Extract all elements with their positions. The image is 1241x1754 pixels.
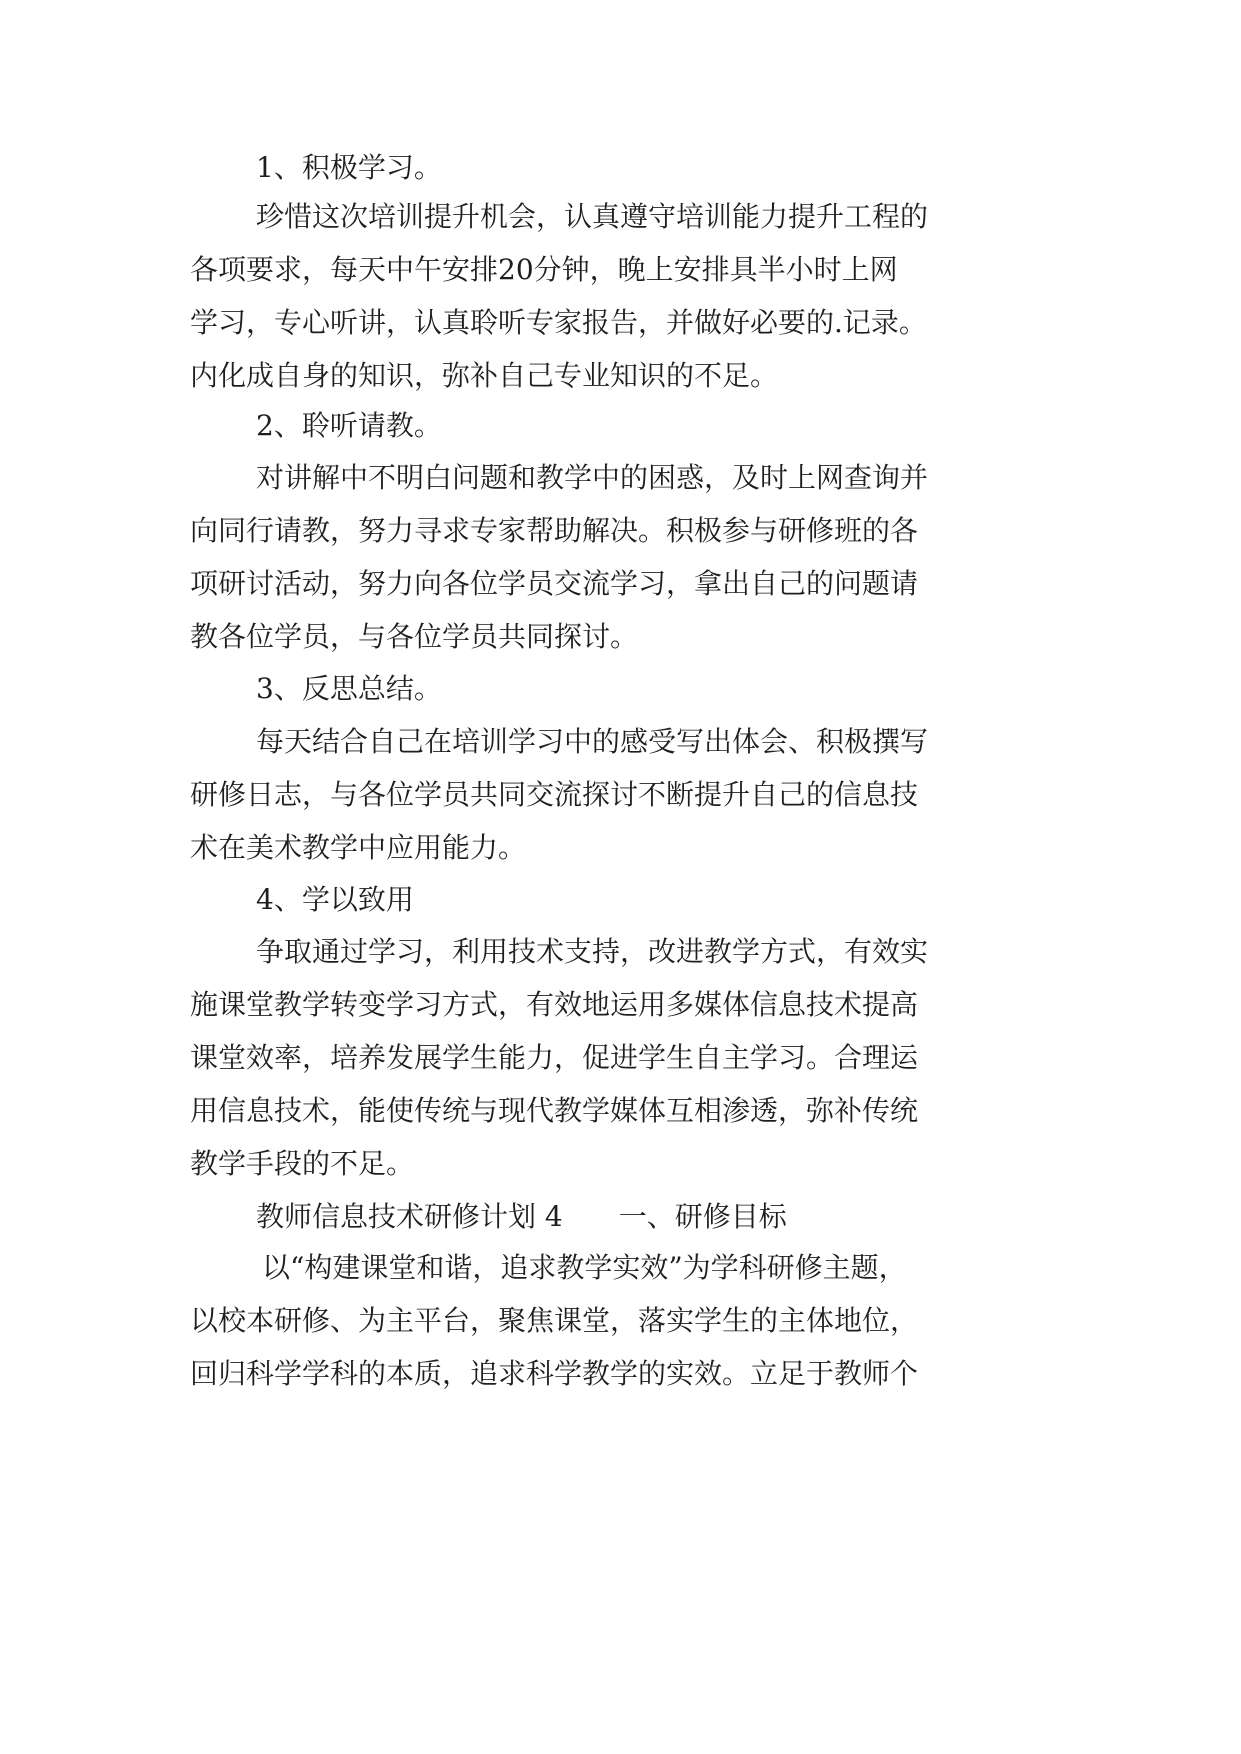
paragraph-line: 内化成自身的知识，弥补自己专业知识的不足。 [190, 359, 779, 392]
paragraph-line: 项研讨活动，努力向各位学员交流学习，拿出自己的问题请 [190, 567, 919, 600]
paragraph-line: 珍惜这次培训提升机会，认真遵守培训能力提升工程的 [256, 200, 929, 233]
paragraph-line: 课堂效率，培养发展学生能力，促进学生自主学习。合理运 [190, 1041, 919, 1074]
paragraph-line: 用信息技术，能使传统与现代教学媒体互相渗透，弥补传统 [190, 1094, 919, 1127]
paragraph-line: 教各位学员，与各位学员共同探讨。 [190, 620, 639, 653]
paragraph-line: 学习，专心听讲，认真聆听专家报告，并做好必要的.记录。 [190, 306, 927, 339]
paragraph-line: 各项要求，每天中午安排20分钟，晚上安排具半小时上网 [190, 253, 898, 286]
paragraph-line: 回归科学学科的本质，追求科学教学的实效。立足于教师个 [190, 1357, 919, 1390]
paragraph-line: 施课堂教学转变学习方式，有效地运用多媒体信息技术提高 [190, 988, 919, 1021]
section-title-plan-4: 教师信息技术研修计划 4 一、研修目标 [256, 1200, 787, 1233]
heading-reflect-summarize: 3、反思总结。 [256, 672, 442, 705]
paragraph-line: 每天结合自己在培训学习中的感受写出体会、积极撰写 [256, 725, 929, 758]
paragraph-line: 对讲解中不明白问题和教学中的困惑，及时上网查询并 [256, 461, 929, 494]
heading-apply-learning: 4、学以致用 [256, 883, 414, 916]
heading-positive-learning: 1、积极学习。 [256, 151, 442, 184]
paragraph-line: 研修日志，与各位学员共同交流探讨不断提升自己的信息技 [190, 778, 919, 811]
paragraph-line: 以“构建课堂和谐，追求教学实效”为学科研修主题， [262, 1251, 907, 1284]
paragraph-line: 向同行请教，努力寻求专家帮助解决。积极参与研修班的各 [190, 514, 919, 547]
paragraph-line: 以校本研修、为主平台，聚焦课堂，落实学生的主体地位， [190, 1304, 919, 1337]
paragraph-line: 争取通过学习，利用技术支持，改进教学方式，有效实 [256, 935, 929, 968]
heading-listen-consult: 2、聆听请教。 [256, 409, 442, 442]
paragraph-line: 术在美术教学中应用能力。 [190, 831, 527, 864]
paragraph-line: 教学手段的不足。 [190, 1147, 415, 1180]
